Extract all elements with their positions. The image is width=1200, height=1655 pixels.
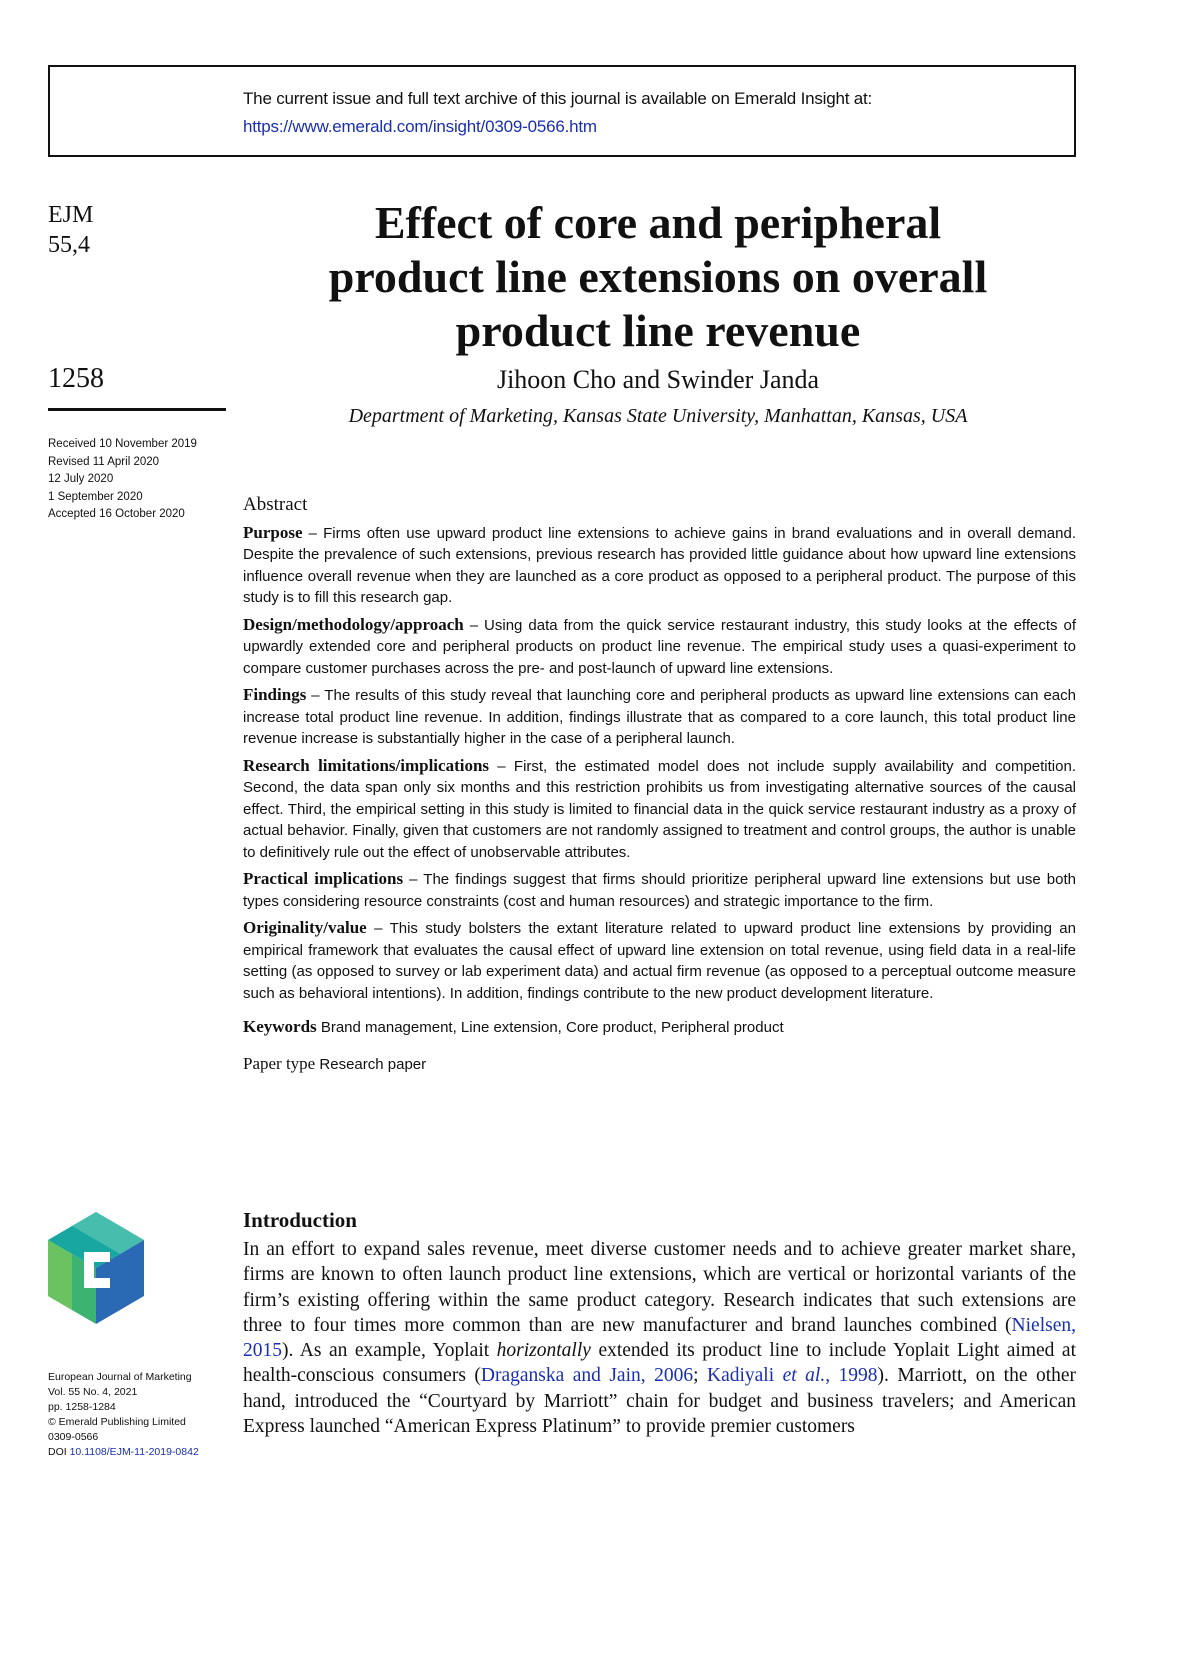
archive-url-link[interactable]: https://www.emerald.com/insight/0309-0566.htm <box>243 117 597 136</box>
abstract-paragraph <box>243 868 1076 912</box>
paper-type-label: Paper type <box>243 1053 316 1073</box>
abstract-text: – First, the estimated model does not include supply availability and competition. Second, the data span only six months and this restriction prohibits us from investigating alternative sources of the causal effect. Third, the empirical setting in this study is limited to financial data in the quick service restaurant industry as a proxy of actual behavior. Finally, given that customers are not randomly assigned to treatment and control groups, the author is unable to definitively rule out the effect of unobservable attributes. <box>243 757 1076 861</box>
journal-issn: 0309-0566 <box>48 1431 99 1443</box>
introduction-heading: Introduction <box>243 1208 357 1232</box>
author-affiliation: Department of Marketing, Kansas State University, Manhattan, Kansas, USA <box>348 405 968 427</box>
introduction-paragraph <box>243 1237 1076 1439</box>
keywords-label: Keywords <box>243 1017 317 1036</box>
citation-text: et al. <box>782 1365 826 1387</box>
article-title <box>228 196 1088 358</box>
abstract-label: Design/methodology/approach <box>243 614 464 634</box>
journal-pages: pp. 1258-1284 <box>48 1401 116 1413</box>
doi-label: DOI <box>48 1446 67 1458</box>
citation-link[interactable]: Nielsen, 2015 <box>243 1314 1076 1362</box>
article-authors: Jihoon Cho and Swinder Janda <box>496 365 820 394</box>
paper-type-text: Research paper <box>315 1055 427 1073</box>
abstract-text: – Firms often use upward product line extensions to achieve gains in brand evaluations and in overall demand. Despite the prevalence of such extensions, previous research has provided little guidance about how upward line extensions influence overall revenue when they are launched as a core product as opposed to a peripheral product. The purpose of this study is to fill this research gap. <box>243 524 1076 606</box>
page-number-rule <box>48 408 226 411</box>
paper-type-line <box>243 1053 1076 1076</box>
abstract-paragraph <box>243 917 1076 1004</box>
date-line: 12 July 2020 <box>48 473 114 485</box>
title-line: product line extensions on overall <box>328 251 988 302</box>
title-line: product line revenue <box>455 305 861 356</box>
abstract-label: Findings <box>243 685 307 704</box>
abstract-paragraph <box>243 755 1076 864</box>
abstract-text: – Using data from the quick service restaurant industry, this study looks at the effects of upwardly extended core and peripheral products on product line revenue. The empirical study uses a quasi-experiment to compare customer purchases across the pre- and post-launch of upward line extensions. <box>243 616 1076 677</box>
intro-text: ; <box>693 1365 707 1387</box>
abstract-label: Practical implications <box>243 869 404 888</box>
title-line: Effect of core and peripheral <box>374 197 942 248</box>
date-line: Revised 11 April 2020 <box>48 455 160 468</box>
abstract-label: Originality/value <box>243 918 367 937</box>
intro-text: In an effort to expand sales revenue, meet diverse customer needs and to achieve greater market share, firms are known to often launch product line extensions, which are vertical or horizontal variants of the firm’s existing offering within the same product category. Research indicates that such extensions are three to four times more common than are new manufacturer and brand launches combined ( <box>243 1239 1076 1336</box>
intro-text: ). Marriott, on the other hand, introduced the “Courtyard by Marriott” chain for budget and business travelers; and American Express launched “American Express Platinum” to provide premier customers <box>243 1365 1077 1438</box>
keywords-text: Brand management, Line extension, Core product, Peripheral product <box>316 1019 784 1036</box>
citation-text: Kadiyali <box>706 1365 783 1387</box>
page-number: 1258 <box>48 363 104 394</box>
abstract-heading: Abstract <box>243 494 308 515</box>
journal-abbrev: EJM <box>48 202 94 228</box>
date-line: Accepted 16 October 2020 <box>48 508 185 520</box>
journal-volume-block <box>48 200 228 260</box>
received-dates <box>48 436 197 524</box>
doi-line <box>48 1445 199 1460</box>
abstract-paragraph <box>243 684 1076 750</box>
intro-text: ). As an example, Yoplait <box>282 1340 497 1362</box>
archive-notice-box <box>48 65 1076 157</box>
introduction-section <box>243 1208 1076 1439</box>
crossmark-logo-icon <box>48 1212 144 1324</box>
journal-volume: Vol. 55 No. 4, 2021 <box>48 1386 138 1398</box>
journal-name: European Journal of Marketing <box>48 1371 192 1383</box>
abstract-label: Research limitations/implications <box>243 755 490 775</box>
intro-italic: horizontally <box>496 1340 591 1362</box>
journal-copyright: © Emerald Publishing Limited <box>48 1416 186 1428</box>
intro-text: extended its product line to include Yoplait Light aimed at health-conscious consumers ( <box>243 1340 1076 1387</box>
volume-issue: 55,4 <box>48 232 90 258</box>
citation-link[interactable] <box>707 1365 878 1386</box>
abstract-section <box>243 494 1076 1080</box>
doi-link[interactable]: 10.1108/EJM-11-2019-0842 <box>69 1446 199 1458</box>
abstract-text: – The findings suggest that firms should prioritize peripheral upward line extensions but use both types considering resource constraints (cost and human resources) and strategic importance to the firm. <box>243 871 1076 910</box>
date-line: Received 10 November 2019 <box>48 438 197 450</box>
abstract-text: – This study bolsters the extant literature related to upward product line extensions by providing an empirical framework that evaluates the causal effect of upward line extension on total revenue, using field data in a real-life setting (as opposed to survey or lab experiment data) and actual firm revenue (as opposed to a perceptual outcome measure such as behavioral intentions). In addition, findings contribute to the new product development literature. <box>243 920 1076 1002</box>
journal-citation-info <box>48 1370 199 1460</box>
keywords-line <box>243 1016 1076 1039</box>
abstract-label: Purpose <box>243 522 303 542</box>
abstract-paragraph <box>243 522 1076 609</box>
abstract-text: – The results of this study reveal that launching core and peripheral products as upward line extensions can each increase total product line revenue. In addition, findings illustrate that as compared to a core launch, this total product line revenue increase is substantially higher in the case of a peripheral launch. <box>243 687 1076 747</box>
citation-text: , 1998 <box>825 1365 878 1387</box>
citation-link[interactable]: Draganska and Jain, 2006 <box>480 1365 694 1387</box>
abstract-paragraph <box>243 614 1076 680</box>
date-line: 1 September 2020 <box>48 490 143 503</box>
archive-notice-text: The current issue and full text archive of this journal is available on Emerald Insight at: <box>243 89 873 108</box>
